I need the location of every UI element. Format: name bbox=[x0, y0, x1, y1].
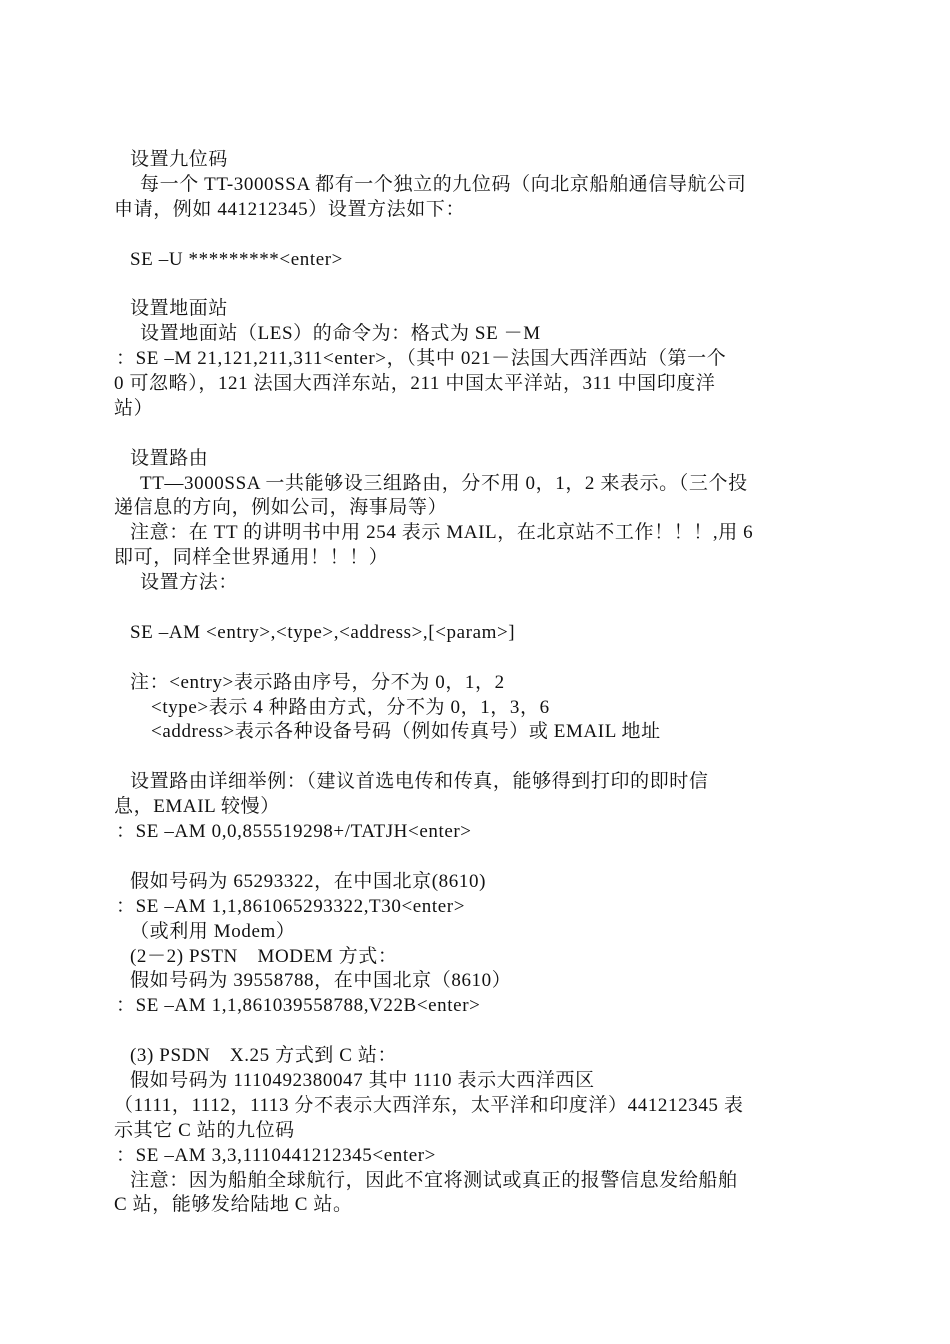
text-line: （或利用 Modem） bbox=[130, 920, 296, 942]
text-line: 每一个 TT-3000SSA 都有一个独立的九位码（向北京船舶通信导航公司 bbox=[140, 173, 747, 195]
text-line: （1111，1112，1113 分不表示大西洋东，太平洋和印度洋）441212345 表 bbox=[114, 1094, 744, 1116]
text-line: 递信息的方向，例如公司，海事局等） bbox=[114, 497, 448, 519]
blank-line bbox=[114, 272, 840, 297]
text-line: C 站，能够发给陆地 C 站。 bbox=[114, 1194, 353, 1216]
blank-line bbox=[114, 223, 840, 248]
text-line: 设置地面站 bbox=[130, 298, 229, 320]
text-line: 设置路由 bbox=[130, 447, 209, 469]
blank-line bbox=[114, 596, 840, 621]
text-line: 注意：在 TT 的讲明书中用 254 表示 MAIL，在北京站不工作！！！,用 6 bbox=[130, 522, 754, 544]
text-line: 即可，同样全世界通用！！！） bbox=[114, 547, 389, 569]
text-line: 申请，例如 441212345）设置方法如下： bbox=[114, 198, 466, 220]
text-line: 注：<entry>表示路由序号，分不为 0，1，2 bbox=[130, 671, 505, 693]
text-line: 假如号码为 39558788，在中国北京（8610） bbox=[130, 970, 512, 992]
text-line: ：SE –AM 1,1,861039558788,V22B<enter> bbox=[116, 995, 481, 1017]
text-line: 示其它 C 站的九位码 bbox=[114, 1119, 295, 1141]
text-line: <type>表示 4 种路由方式，分不为 0，1，3，6 bbox=[151, 696, 550, 718]
text-line: 设置地面站（LES）的命令为：格式为 SE －M bbox=[140, 323, 541, 345]
text-line: 设置路由详细举例：（建议首选电传和传真，能够得到打印的即时信 bbox=[130, 771, 709, 793]
text-line: 假如号码为 1110492380047 其中 1110 表示大西洋西区 bbox=[130, 1069, 595, 1091]
blank-line bbox=[114, 1019, 840, 1044]
text-line: ：SE –AM 1,1,861065293322,T30<enter> bbox=[116, 895, 466, 917]
blank-line bbox=[114, 422, 840, 447]
text-line: 设置九位码 bbox=[130, 149, 229, 170]
text-line: ：SE –AM 0,0,855519298+/TATJH<enter> bbox=[116, 821, 472, 843]
text-line: SE –AM <entry>,<type>,<address>,[<param>] bbox=[130, 621, 516, 643]
text-line: 假如号码为 65293322，在中国北京(8610) bbox=[130, 870, 487, 892]
blank-line bbox=[114, 646, 840, 671]
blank-line bbox=[114, 845, 840, 870]
document-body bbox=[114, 148, 840, 1218]
blank-line bbox=[114, 745, 840, 770]
text-line: ：SE –M 21,121,211,311<enter>，（其中 021－法国大西洋西站（第一个 bbox=[116, 348, 727, 370]
text-line: <address>表示各种设备号码（例如传真号）或 EMAIL 地址 bbox=[151, 721, 661, 743]
text-line: SE –U *********<enter> bbox=[130, 248, 343, 270]
text-line: 设置方法： bbox=[140, 572, 239, 594]
text-line: 注意：因为船舶全球航行，因此不宜将测试或真正的报警信息发给船舶 bbox=[130, 1169, 738, 1191]
text-line: 息，EMAIL 较慢） bbox=[114, 796, 280, 818]
text-line: (3) PSDN X.25 方式到 C 站： bbox=[130, 1045, 398, 1067]
text-line: ：SE –AM 3,3,1110441212345<enter> bbox=[116, 1144, 436, 1166]
text-line: 0 可忽略），121 法国大西洋东站，211 中国太平洋站，311 中国印度洋 bbox=[114, 373, 716, 395]
text-line: TT—3000SSA 一共能够设三组路由，分不用 0，1，2 来表示。（三个投 bbox=[140, 472, 748, 494]
text-line: (2－2) PSTN MODEM 方式： bbox=[130, 945, 398, 967]
text-line: 站） bbox=[114, 397, 154, 419]
